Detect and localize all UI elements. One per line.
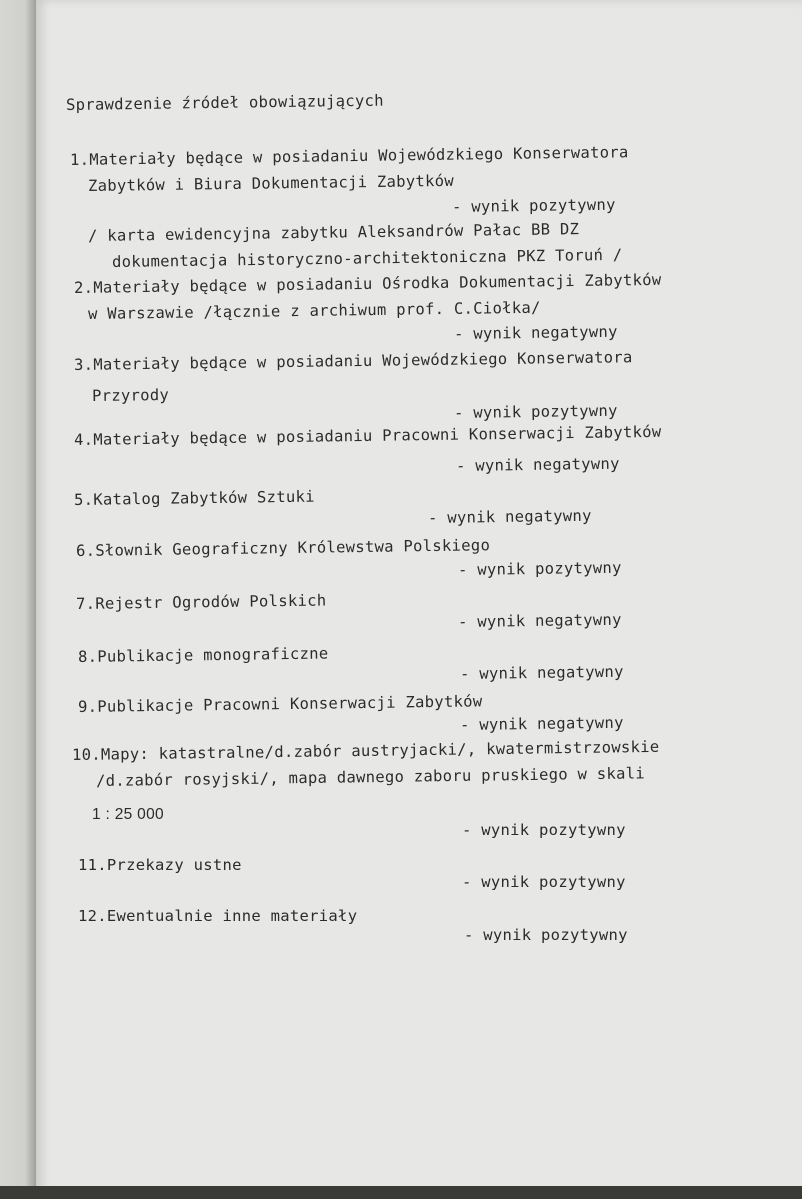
item-4-line-1: 4.Materiały będące w posiadaniu Pracowni Konserwacji Zabytków [73,422,662,449]
item-2-line-1: 2.Materiały będące w posiadaniu Ośrodka Dokumentacji Zabytków [73,270,662,297]
document-title: Sprawdzenie źródeł obowiązujących [65,91,384,114]
item-11-line-1: 11.Przekazy ustne [78,856,242,874]
item-12-result: - wynik pozytywny [464,926,628,944]
item-2-result: - wynik negatywny [453,322,618,343]
item-8-line-1: 8.Publikacje monograficzne [77,644,329,666]
item-7-line-1: 7.Rejestr Ogrodów Polskich [75,591,327,613]
item-6-result: - wynik pozytywny [457,558,622,579]
item-9-result: - wynik negatywny [459,713,624,734]
item-3-line-2: Przyrody [91,385,170,405]
item-1-line-1: 1.Materiały będące w posiadaniu Wojewódzkiego Konserwatora [69,143,629,169]
item-5-line-1: 5.Katalog Zabytków Sztuki [73,487,315,509]
item-4-result: - wynik negatywny [455,454,620,475]
item-1-note-1: / karta ewidencyjna zabytku Aleksandrów Pałac BB DZ [87,220,580,245]
item-1-note-2: dokumentacja historyczno-architektoniczna PKZ Toruń / [111,245,623,271]
item-7-result: - wynik negatywny [457,610,622,631]
item-10-line-2: /d.zabór rosyjski/, mapa dawnego zaboru pruskiego w skali [95,764,646,790]
item-3-result: - wynik pozytywny [453,401,618,422]
item-12-line-1: 12.Ewentualnie inne materiały [78,907,358,925]
item-1-line-2: Zabytków i Biura Dokumentacji Zabytków [87,171,455,195]
item-8-result: - wynik negatywny [459,662,624,683]
item-2-line-2: w Warszawie /łącznie z archiwum prof. C.Ciołka/ [87,298,541,323]
item-11-result: - wynik pozytywny [462,873,626,891]
item-9-line-1: 9.Publikacje Pracowni Konserwacji Zabytków [77,692,483,716]
item-1-result: - wynik pozytywny [451,195,616,216]
item-6-line-1: 6.Słownik Geograficzny Królewstwa Polskiego [75,536,491,560]
item-10-line-1: 10.Mapy: katastralne/d.zabór austryjacki/, kwatermistrzowskie [71,737,660,764]
item-5-result: - wynik negatywny [427,506,592,527]
item-10-line-3: 1 : 25 000 [92,806,164,823]
item-3-line-1: 3.Materiały będące w posiadaniu Wojewódzkiego Konserwatora [73,348,633,374]
item-10-result: - wynik pozytywny [462,821,626,839]
